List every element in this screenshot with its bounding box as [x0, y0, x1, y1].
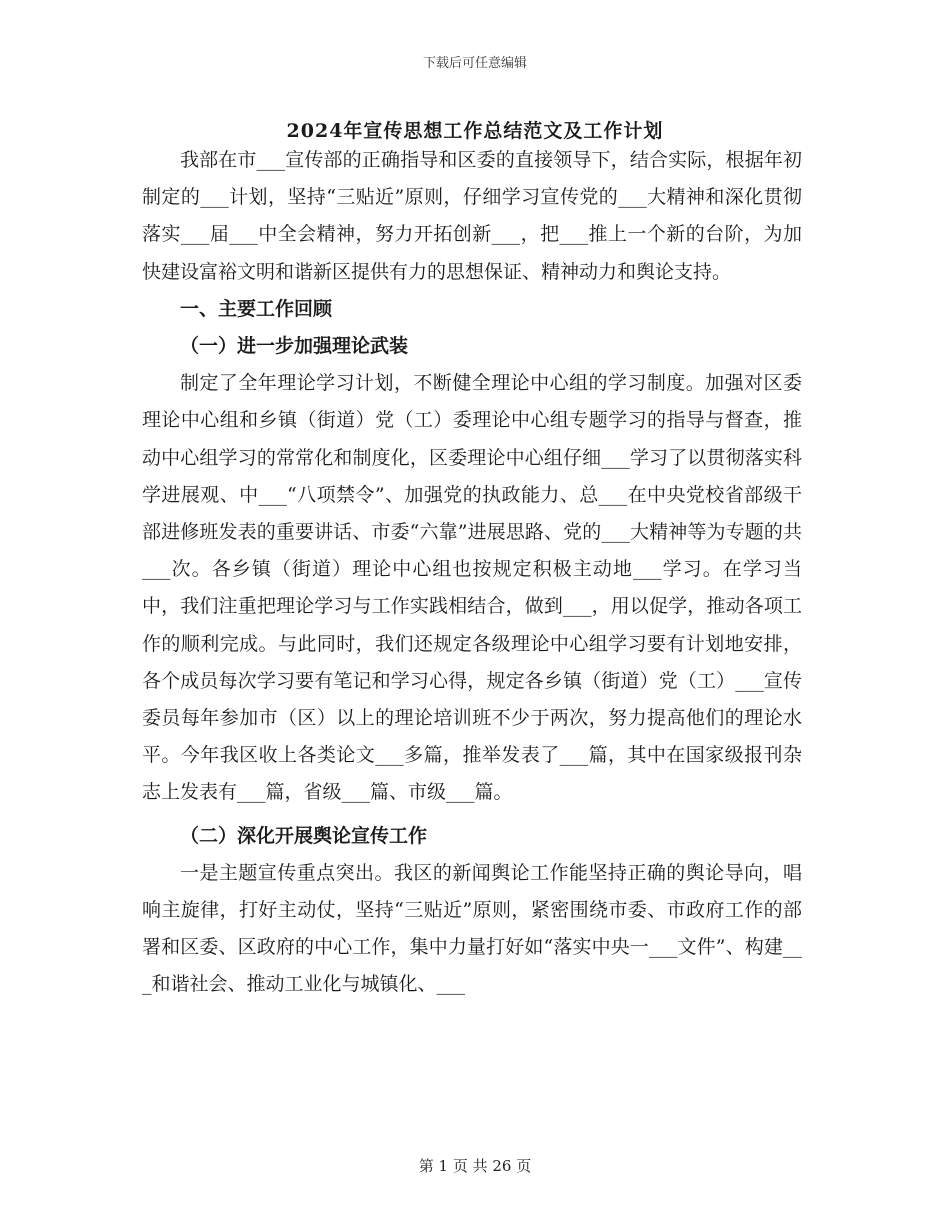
document-body: [142, 142, 802, 1004]
page-number: 第 1 页 共 26 页: [418, 1157, 532, 1175]
publicity-paragraph: 一是主题宣传重点突出。我区的新闻舆论工作能坚持正确的舆论导向，唱响主旋律，打好主动仗，坚持“三贴近”原则，紧密围绕市委、市政府工作的部署和区委、区政府的中心工作，集中力量打好如“落实中央一___文件”、构建___和谐社会、推动工业化与城镇化、___: [142, 861, 802, 996]
page-header-note: 下载后可任意编辑: [422, 56, 527, 71]
theory-paragraph: 制定了全年理论学习计划，不断健全理论中心组的学习制度。加强对区委理论中心组和乡镇（街道）党（工）委理论中心组专题学习的指导与督查，推动中心组学习的常常化和制度化，区委理论中心组仔细___学习了以贯彻落实科学进展观、中___“八项禁令”、加强党的执政能力、总___在中央党校省部级干部进修班发表的重要讲话、市委“六靠”进展思路、党的___大精神等为专题的共___次。各乡镇（街道）理论中心组也按规定积极主动地___学习。在学习当中，我们注重把理论学习与工作实践相结合，做到___，用以促学，推动各项工作的顺利完成。与此同时，我们还规定各级理论中心组学习要有计划地安排，各个成员每次学习要有笔记和学习心得，规定各乡镇（街道）党（工）___宣传委员每年参加市（区）以上的理论培训班不少于两次，努力提高他们的理论水平。今年我区收上各类论文___多篇，推举发表了___篇，其中在国家级报刊杂志上发表有___篇，省级___篇、市级___篇。: [142, 372, 802, 804]
intro-paragraph: 我部在市___宣传部的正确指导和区委的直接领导下，结合实际，根据年初制定的___计划，坚持“三贴近”原则，仔细学习宣传党的___大精神和深化贯彻落实___届___中全会精神，努力开拓创新___，把___推上一个新的台阶，为加快建设富裕文明和谐新区提供有力的思想保证、精神动力和舆论支持。: [142, 149, 802, 283]
subsection-heading-publicity: （二）深化开展舆论宣传工作: [180, 824, 428, 847]
subsection-heading-theory: （一）进一步加强理论武装: [180, 335, 409, 358]
document-title: 2024年宣传思想工作总结范文及工作计划: [286, 120, 664, 142]
section-heading-review: 一、主要工作回顾: [180, 297, 333, 320]
